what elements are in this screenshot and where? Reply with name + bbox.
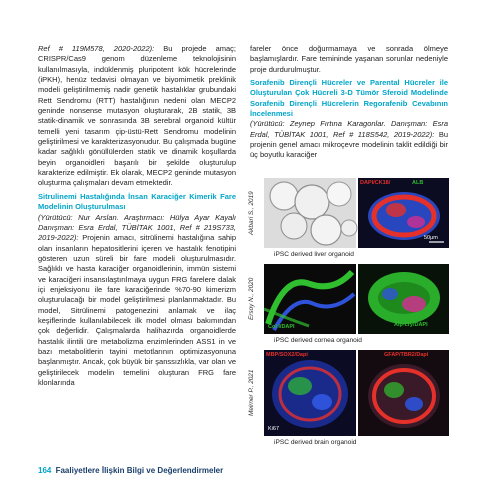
stain-label: MBP/SOX2/Dapi (266, 352, 308, 358)
panel-side-label: Akbari S., 2019 (248, 191, 255, 235)
intro-reference: Ref # 119M578, 2020-2022): (38, 44, 155, 53)
scale-bar-label: 50μm (424, 235, 438, 241)
stain-label: Col I/DAPI (268, 324, 295, 330)
section-title-sorafenib: Sorafenib Dirençli Hücreler ve Parental Hücreler ile Oluşturulan Çok Hücreli 3-D Tümör Sferoid Modelinde Sorafenib Dirençli Hücrelerin Regorafenib Cevabının İncelenmesi (250, 78, 448, 119)
panel-side-label: Meirner P., 2021 (248, 369, 255, 417)
section-text: Bu projenin genel amacı mikroçevre modelinin taklit edildiği bir üç boyutlu karaciğer (250, 129, 449, 160)
intro-text: Bu projede amaç; CRISPR/Cas9 genom düzenleme teknolojisinin kullanılmasıyla, indüklenmiş pluripotent kök hücrelerinde (iPKH), henüz tedavisi olmayan ve biyomimetik preklinik modeli geliştirilmemiş nadir genetik hastalıklar grubundaki Rett Sendromu (RTT) hastalığının nedeni olan MECP2 geninde nonsense mutasyon oluşturarak, 2B statik, 3B statik-dinamik ve sonrasında 3B serebral organoid kültür temelli yeni tasarım çip-üstü-Rett Sendromu modelinin geliştirilmesi ve karakterizasyonudur. Bu çalışmada bugüne kadar sağlıklı gönüllülerden statik ve dinamik koşullarda beyin organoidleri başarılı bir şekilde oluşturulup karakterize edilmiştir. Ek olarak, MECP2 geninde mutasyon oluşturma çalışmaları devam etmektedir. (38, 44, 236, 188)
stain-label: DAPI/CK18/ (360, 180, 391, 186)
panel-caption: iPSC derived liver organoid (274, 251, 354, 258)
panel-caption: iPSC derived cornea organoid (274, 337, 362, 344)
stain-label: GFAP/TBR2/Dapi (384, 352, 429, 358)
section-reference: (Yürütücü: Nur Arslan. Araştırmacı: Hülya Ayar Kayalı Danışman: Esra Erdal, TÜBİTAK 1001, Ref # 219S733, 2019-2022): (38, 212, 236, 243)
continued-paragraph: fareler önce doğurmamaya ve sonrada ölmeye başlamışlardır. Fare temininde yaşanan sorunlar nedeniyle proje durdurulmuştur. (250, 44, 448, 74)
section-title-citrullinemia: Sitrulinemi Hastalığında İnsan Karaciğer Kimerik Fare Modelinin Oluşturulması (38, 191, 236, 212)
page-footer (38, 466, 223, 475)
section-reference: (Yürütücü: Zeynep Fırtına Karagonlar. Danışman: Esra Erdal, TÜBİTAK 1001, Ref # 118S542, 2019-2022): (250, 119, 448, 139)
panel-side-label: Ersoy N., 2020 (248, 277, 255, 321)
liver-organoid-image (264, 178, 449, 248)
section-paragraph-citrullinemia (38, 213, 236, 389)
brain-organoid-image (264, 350, 449, 436)
intro-paragraph (38, 44, 236, 189)
stain-label: Alp-cry/DAPI (394, 322, 428, 328)
stain-label: Ki67 (268, 426, 280, 432)
section-paragraph-sorafenib (250, 119, 448, 160)
left-column (38, 44, 236, 388)
section-text: Projenin amacı, sitrülinemi hastalığına sahip olan insanların hepatositlerini içeren ve hastalık fenotipini gösteren uzun süreli bir fare modeli oluşturulmasıdır. Sağlıklı ve hasta karaciğer organoidlerinin, immün sistemi ve karaciğeri insansılaştırılmaya uygun FRG farelere dalak içi enjeksiyonu ile fare karaciğerinde %70-90 kimerizm oluşturulacağı bir model geliştirilmesi planlanmaktadır. Bu model, Sitrülinemi patogenezini anlamak ve ilaç keşiflerinde kullanılabilecek ilk model olması bakımından çok değerlidir. Çalışmalarda halihazırda organoidlerde hastalık ilintili üre metabolizma enzimlerinden ASS1 in ve bazı metabolitlerin tayini metotlarının optimizasyonuna başlanmıştır. Ancak, çok büyük bir şanssızlıkla, var olan ve geliştirilecek modelin temelini oluşturan FRG fare klonlarında (38, 233, 236, 387)
organoid-figure (250, 176, 449, 457)
footer-title: Faaliyetlere İlişkin Bilgi ve Değerlendirmeler (55, 466, 224, 475)
panel-caption: iPSC derived brain organoid (274, 439, 357, 446)
right-column (250, 44, 448, 161)
page-number: 164 (38, 466, 52, 475)
stain-label: ALB (412, 180, 424, 186)
cornea-organoid-image (264, 264, 449, 334)
